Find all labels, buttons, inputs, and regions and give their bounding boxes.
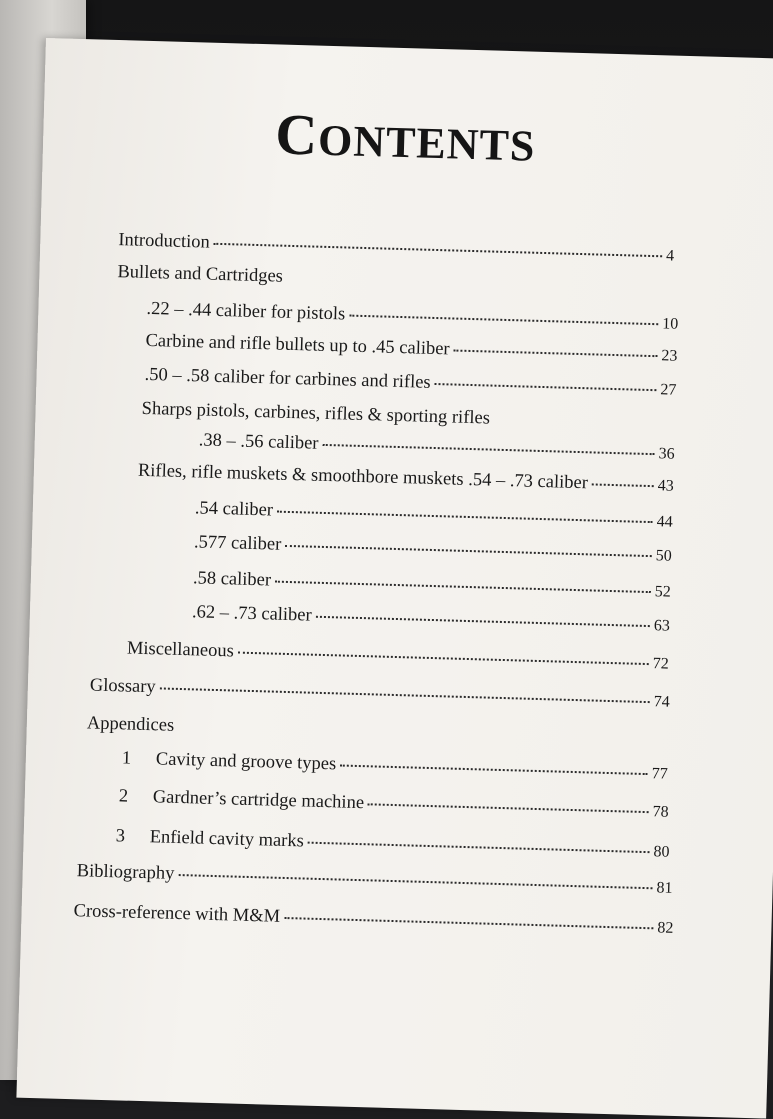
toc-entry-glossary[interactable] xyxy=(90,675,670,712)
entry-label: .54 caliber xyxy=(194,498,274,521)
appendix-number: 3 xyxy=(115,826,126,847)
entry-label: .38 – .56 caliber xyxy=(198,430,319,454)
entry-label: .58 caliber xyxy=(192,568,272,591)
entry-label: Miscellaneous xyxy=(126,638,235,662)
entry-label: .22 – .44 caliber for pistols xyxy=(146,298,346,325)
book-page xyxy=(16,38,773,1119)
entry-label: Cross-reference with M&M xyxy=(73,901,281,927)
entry-label: Cavity and groove types xyxy=(155,749,337,775)
page-number: 4 xyxy=(665,247,675,265)
entry-label: .50 – .58 caliber for carbines and rifles xyxy=(144,364,431,393)
page-number: 78 xyxy=(652,803,669,821)
page-number: 52 xyxy=(654,583,672,601)
toc-entry-bibliography[interactable] xyxy=(76,861,672,899)
entry-label: Carbine and rifle bullets up to .45 caliber xyxy=(145,330,450,360)
toc-entry-cal50[interactable] xyxy=(144,365,676,401)
toc-entry-cal58[interactable] xyxy=(193,568,671,602)
dot-leader xyxy=(322,444,654,455)
entry-label: Enfield cavity marks xyxy=(149,827,305,852)
page-number: 77 xyxy=(651,765,668,783)
toc-entry-introduction[interactable] xyxy=(118,230,674,267)
page-number: 10 xyxy=(662,315,679,333)
toc-entry-cal62[interactable] xyxy=(192,602,670,636)
entry-label: .577 caliber xyxy=(193,532,282,555)
dot-leader xyxy=(160,687,650,703)
page-number: 43 xyxy=(657,477,674,495)
toc-entry-appendix-3[interactable] xyxy=(115,826,669,862)
section-heading-sharps: Sharps pistols, carbines, rifles & sporting rifles xyxy=(141,398,491,429)
page-number: 23 xyxy=(661,347,678,365)
page-number: 50 xyxy=(655,547,673,565)
dot-leader xyxy=(368,803,649,813)
toc-entry-cross-reference[interactable] xyxy=(73,901,673,939)
toc-entry-cal577[interactable] xyxy=(194,532,672,566)
toc-entry-carbine[interactable] xyxy=(145,331,677,367)
dot-leader xyxy=(316,616,650,627)
dot-leader xyxy=(435,383,657,391)
page-number: 81 xyxy=(656,879,673,897)
dot-leader xyxy=(275,581,651,593)
dot-leader xyxy=(454,350,658,358)
toc-entry-rifles[interactable] xyxy=(138,461,674,497)
toc-entry-pistols[interactable] xyxy=(146,299,678,335)
section-heading-appendices: Appendices xyxy=(86,713,175,736)
dot-leader xyxy=(285,545,652,557)
dot-leader xyxy=(214,243,662,258)
page-number: 80 xyxy=(653,843,670,861)
page-number: 82 xyxy=(657,919,674,937)
dot-leader xyxy=(277,511,653,523)
page-number: 27 xyxy=(660,381,677,399)
dot-leader xyxy=(592,483,654,487)
dot-leader xyxy=(178,874,652,889)
page-number: 36 xyxy=(658,445,675,463)
page-title: CONTENTS xyxy=(274,101,537,171)
entry-label: .62 – .73 caliber xyxy=(191,602,312,626)
entry-label: Glossary xyxy=(89,675,156,698)
entry-label: Rifles, rifle muskets & smoothbore muskets .54 – .73 caliber xyxy=(137,460,589,494)
page-number: 63 xyxy=(653,617,671,635)
toc-entry-appendix-1[interactable] xyxy=(122,748,668,784)
entry-label: Bibliography xyxy=(76,861,175,884)
dot-leader xyxy=(284,917,653,929)
entry-label: Introduction xyxy=(118,230,211,253)
dot-leader xyxy=(308,842,650,854)
dot-leader xyxy=(238,652,649,665)
appendix-number: 2 xyxy=(118,786,129,807)
toc-entry-cal54[interactable] xyxy=(195,498,673,532)
section-heading-bullets: Bullets and Cartridges xyxy=(117,262,284,287)
toc-entry-sharps-caliber[interactable] xyxy=(199,430,675,464)
entry-label: Gardner’s cartridge machine xyxy=(152,787,365,814)
dot-leader xyxy=(340,764,648,775)
toc-entry-appendix-2[interactable] xyxy=(119,786,669,822)
page-number: 44 xyxy=(656,513,673,531)
dot-leader xyxy=(349,315,658,326)
page-number: 74 xyxy=(653,693,670,711)
page-number: 72 xyxy=(652,655,669,673)
appendix-number: 1 xyxy=(121,748,132,769)
toc-entry-miscellaneous[interactable] xyxy=(127,639,669,675)
